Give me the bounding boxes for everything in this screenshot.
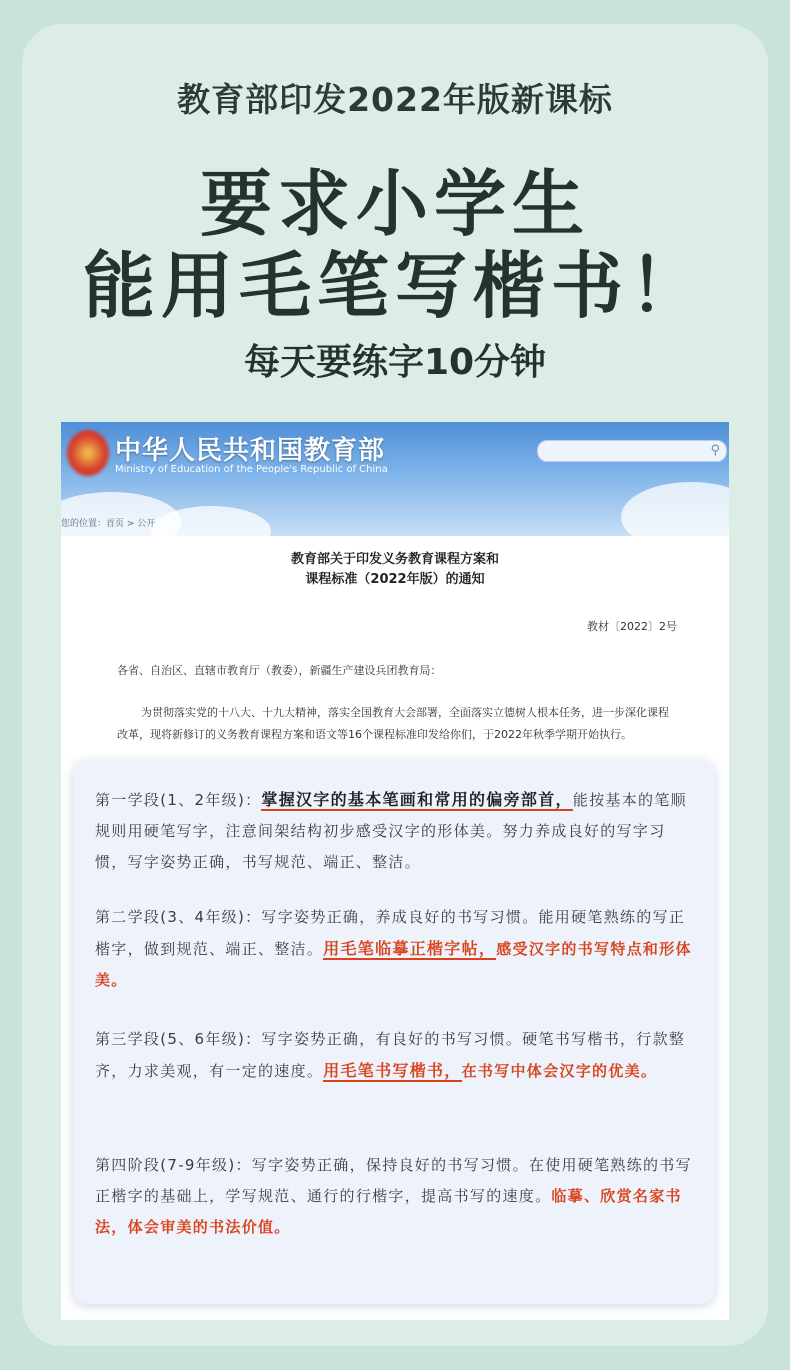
- stage-3-prefix: 第三学段(5、6年级)：写字姿势正确，有良好的书写习惯。硬笔书写楷书，行款整齐，力求美观，有一定的速度。: [95, 1030, 686, 1080]
- ministry-title: 中华人民共和国教育部: [115, 436, 386, 466]
- search-icon[interactable]: ⚲: [710, 443, 720, 458]
- notice-title-line-1: 教育部关于印发义务教育课程方案和: [290, 552, 499, 567]
- stage-3-text: [95, 1024, 693, 1087]
- stage-4-rest: 临摹、欣赏名家书法，体会审美的书法价值。: [95, 1187, 682, 1236]
- ministry-english-name: Ministry of Education of the People's Republic of China: [115, 464, 388, 475]
- ministry-banner: [61, 422, 729, 536]
- stage-2-highlight: 用毛笔临摹正楷字帖，: [323, 939, 497, 958]
- stage-1-text: [95, 784, 693, 878]
- stage-3-rest: 在书写中体会汉字的优美。: [461, 1062, 658, 1080]
- stage-1-rest: 能按基本的笔顺规则用硬笔写字，注意间架结构初步感受汉字的形体美。努力养成良好的写字习惯，写字姿势正确，书写规范、端正、整洁。: [95, 791, 687, 871]
- subtitle-bottom: 每天要练字10分钟: [243, 342, 547, 383]
- document-number: 教材〔2022〕2号: [587, 620, 677, 633]
- cloud-decoration: [621, 482, 729, 536]
- notice-body: 为贯彻落实党的十八大、十九大精神，落实全国教育大会部署，全面落实立德树人根本任务，进一步深化课程改革，现将新修订的义务教育课程方案和语文等16个课程标准印发给你们，于2022年秋季学期开始执行。: [117, 706, 669, 741]
- curriculum-standards-panel: [73, 760, 715, 1304]
- subtitle-top: 教育部印发2022年版新课标: [177, 80, 613, 119]
- stage-1-highlight: 掌握汉字的基本笔画和常用的偏旁部首，: [261, 790, 573, 809]
- notice-title-line-2: 课程标准（2022年版）的通知: [305, 572, 485, 587]
- headline-line-2: 能用毛笔写楷书！: [82, 243, 707, 328]
- site-search-input[interactable]: [537, 440, 727, 462]
- addressee: 各省、自治区、直辖市教育厅（教委），新疆生产建设兵团教育局：: [117, 664, 442, 677]
- stage-4-prefix: 第四阶段(7-9年级)：写字姿势正确，保持良好的书写习惯。在使用硬笔熟练的书写正楷字的基础上，学写规范、通行的行楷字，提高书写的速度。: [95, 1156, 692, 1205]
- stage-2-text: [95, 902, 693, 996]
- national-emblem-icon: [67, 430, 109, 476]
- breadcrumb: 您的位置：首页 > 公开: [61, 519, 156, 529]
- stage-4-text: [95, 1150, 693, 1243]
- stage-2-prefix: 第二学段(3、4年级)：写字姿势正确，养成良好的书写习惯。能用硬笔熟练的写正楷字，做到规范、端正、整洁。: [95, 908, 686, 958]
- headline-line-1: 要求小学生: [199, 161, 590, 246]
- stage-1-prefix: 第一学段(1、2年级)：: [95, 791, 262, 809]
- stage-2-rest: 感受汉字的书写特点和形体美。: [95, 940, 692, 989]
- stage-3-highlight: 用毛笔书写楷书，: [323, 1061, 462, 1080]
